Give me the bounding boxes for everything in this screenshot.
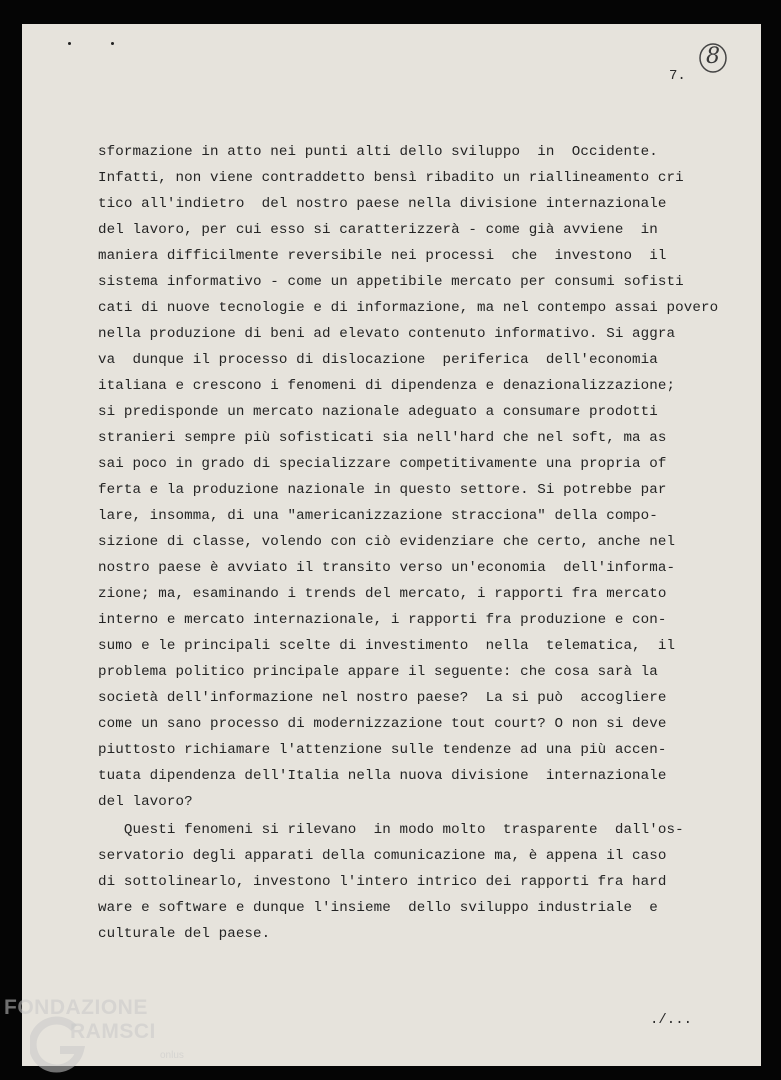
text-line: come un sano processo di modernizzazione tout court? O non si deve <box>98 716 667 732</box>
text-line: servatorio degli apparati della comunicazione ma, è appena il caso <box>98 848 667 864</box>
text-line: tuata dipendenza dell'Italia nella nuova divisione internazionale <box>98 768 667 784</box>
text-line: sai poco in grado di specializzare competitivamente una propria of <box>98 456 667 472</box>
document-page <box>22 24 761 1066</box>
text-line: va dunque il processo di dislocazione periferica dell'economia <box>98 352 658 368</box>
text-line: sizione di classe, volendo con ciò evidenziare che certo, anche nel <box>98 534 676 550</box>
text-line: si predisponde un mercato nazionale adeguato a consumare prodotti <box>98 404 658 420</box>
page-number: 7. <box>669 68 686 84</box>
text-line: nella produzione di beni ad elevato contenuto informativo. Si aggra <box>98 326 676 342</box>
handwritten-page-annotation <box>698 42 728 74</box>
watermark-line-2: RAMSCI <box>70 1020 156 1043</box>
text-line: di sottolinearlo, investono l'intero intrico dei rapporti fra hard <box>98 874 667 890</box>
continuation-mark: ./... <box>650 1012 693 1028</box>
text-line: interno e mercato internazionale, i rapporti fra produzione e con- <box>98 612 667 628</box>
text-line: piuttosto richiamare l'attenzione sulle tendenze ad una più accen- <box>98 742 667 758</box>
text-line: sformazione in atto nei punti alti dello sviluppo in Occidente. <box>98 144 658 160</box>
archive-watermark <box>0 992 200 1080</box>
text-line: cati di nuove tecnologie e di informazione, ma nel contempo assai povero <box>98 300 719 316</box>
text-line: società dell'informazione nel nostro paese? La si può accogliere <box>98 690 667 706</box>
text-line: ware e software e dunque l'insieme dello sviluppo industriale e <box>98 900 658 916</box>
text-line: tico all'indietro del nostro paese nella divisione internazionale <box>98 196 667 212</box>
punch-mark <box>68 42 71 45</box>
watermark-line-1: FONDAZIONE <box>4 996 148 1019</box>
text-line: maniera difficilmente reversibile nei processi che investono il <box>98 248 667 264</box>
annotation-number: 8 <box>706 44 720 69</box>
watermark-line-3: onlus <box>160 1050 184 1061</box>
text-line: ferta e la produzione nazionale in questo settore. Si potrebbe par <box>98 482 667 498</box>
text-line: del lavoro? <box>98 794 193 810</box>
text-line: nostro paese è avviato il transito verso un'economia dell'informa- <box>98 560 676 576</box>
text-line: lare, insomma, di una "americanizzazione stracciona" della compo- <box>98 508 658 524</box>
text-line: problema politico principale appare il seguente: che cosa sarà la <box>98 664 658 680</box>
text-line: Questi fenomeni si rilevano in modo molto trasparente dall'os- <box>98 822 684 838</box>
text-line: del lavoro, per cui esso si caratterizzerà - come già avviene in <box>98 222 658 238</box>
text-line: sistema informativo - come un appetibile mercato per consumi sofisti <box>98 274 684 290</box>
text-line: stranieri sempre più sofisticati sia nell'hard che nel soft, ma as <box>98 430 667 446</box>
text-line: sumo e le principali scelte di investimento nella telematica, il <box>98 638 676 654</box>
punch-mark <box>111 42 114 45</box>
text-line: zione; ma, esaminando i trends del mercato, i rapporti fra mercato <box>98 586 667 602</box>
text-line: culturale del paese. <box>98 926 271 942</box>
text-line: Infatti, non viene contraddetto bensì ribadito un riallineamento cri <box>98 170 684 186</box>
text-line: italiana e crescono i fenomeni di dipendenza e denazionalizzazione; <box>98 378 676 394</box>
